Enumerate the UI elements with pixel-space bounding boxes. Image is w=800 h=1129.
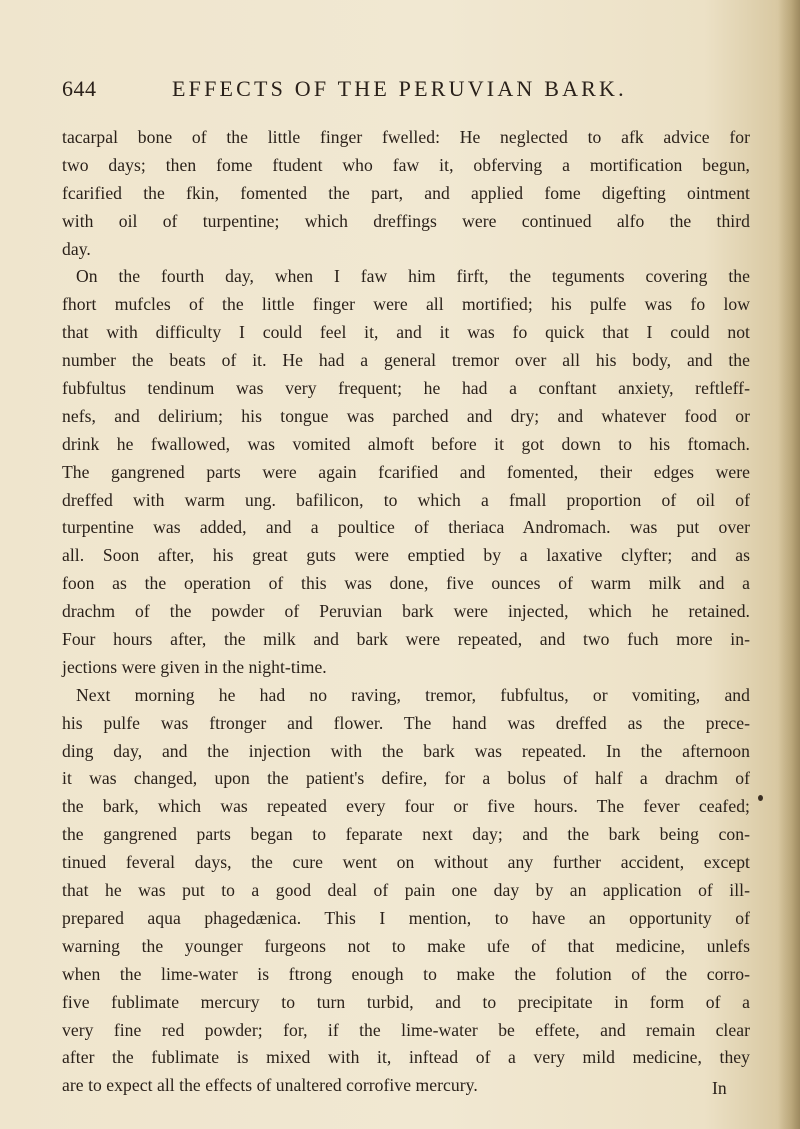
ink-spot [758, 795, 763, 801]
text-line: warning the younger furgeons not to make ufe of that medicine, unlefs [62, 935, 750, 956]
text-line: five fublimate mercury to turn turbid, and to precipitate in form of a [62, 991, 750, 1012]
text-line: his pulfe was ftronger and flower. The hand was dreffed as the prece- [62, 712, 750, 733]
page-number: 644 [62, 76, 97, 101]
text-line: all. Soon after, his great guts were emptied by a laxative clyfter; and as [62, 545, 750, 566]
running-head: EFFECTS OF THE PERUVIAN BARK. [172, 76, 627, 101]
text-line: when the lime-water is ftrong enough to make the folution of the corro- [62, 963, 750, 984]
text-line: foon as the operation of this was done, five ounces of warm milk and a [62, 573, 750, 594]
text-line: drachm of the powder of Peruvian bark were injected, which he retained. [62, 601, 750, 622]
text-line: number the beats of it. He had a general tremor over all his body, and the [62, 350, 750, 371]
text-line: jections were given in the night-time. [62, 656, 327, 677]
text-line: after the fublimate is mixed with it, inftead of a very mild medicine, they [62, 1047, 750, 1068]
body-text [62, 124, 750, 1100]
text-line: prepared aqua phagedænica. This I mention, to have an opportunity of [62, 907, 750, 928]
text-line: the gangrened parts began to feparate next day; and the bark being con- [62, 824, 750, 845]
text-line: fcarified the fkin, fomented the part, and applied fome digefting ointment [62, 182, 750, 203]
text-line: very fine red powder; for, if the lime-water be effete, and remain clear [62, 1019, 750, 1040]
text-line: dreffed with warm ung. bafilicon, to which a fmall proportion of oil of [62, 489, 750, 510]
text-line: it was changed, upon the patient's defire, for a bolus of half a drachm of [62, 768, 750, 789]
text-line: The gangrened parts were again fcarified and fomented, their edges were [62, 461, 750, 482]
text-line: that with difficulty I could feel it, and it was fo quick that I could not [62, 322, 750, 343]
text-line: nefs, and delirium; his tongue was parched and dry; and whatever food or [62, 405, 750, 426]
page-header [62, 76, 662, 108]
page-edge-shadow [778, 0, 800, 1129]
paragraph-start-line: Next morning he had no raving, tremor, fubfultus, or vomiting, and [76, 684, 750, 705]
text-line: two days; then fome ftudent who faw it, obferving a mortification begun, [62, 154, 750, 175]
text-line: that he was put to a good deal of pain one day by an application of ill- [62, 880, 750, 901]
text-line: the bark, which was repeated every four or five hours. The fever ceafed; [62, 796, 750, 817]
text-line: fubfultus tendinum was very frequent; he had a conftant anxiety, reftleff- [62, 378, 750, 399]
catchword: In [712, 1078, 727, 1098]
text-line: ding day, and the injection with the bark was repeated. In the afternoon [62, 740, 750, 761]
text-line: are to expect all the effects of unaltered corrofive mercury. [62, 1075, 478, 1096]
text-line: tinued feveral days, the cure went on without any further accident, except [62, 852, 750, 873]
text-line: with oil of turpentine; which dreffings were continued alfo the third [62, 210, 750, 231]
text-line: Four hours after, the milk and bark were repeated, and two fuch more in- [62, 629, 750, 650]
text-line: day. [62, 238, 91, 259]
paragraph-start-line: On the fourth day, when I faw him firft, the teguments covering the [76, 266, 750, 287]
text-line: drink he fwallowed, was vomited almoft before it got down to his ftomach. [62, 433, 750, 454]
text-line: tacarpal bone of the little finger fwelled: He neglected to afk advice for [62, 127, 750, 147]
text-line: fhort mufcles of the little finger were all mortified; his pulfe was fo low [62, 294, 750, 315]
text-line: turpentine was added, and a poultice of theriaca Andromach. was put over [62, 517, 750, 538]
